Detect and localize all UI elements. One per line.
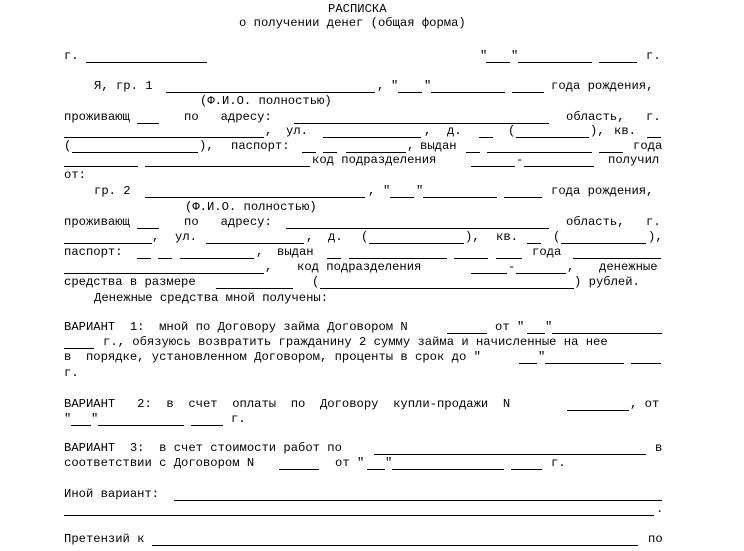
- birth-close-quote: ": [424, 79, 432, 93]
- open-paren: (: [508, 124, 516, 138]
- period: .: [656, 502, 664, 516]
- v1-due-year-field[interactable]: [631, 363, 661, 364]
- fio-hint-2: (Ф.И.О. полностью): [185, 200, 317, 214]
- apt2-field[interactable]: [527, 243, 541, 244]
- address2-label: по адресу:: [184, 215, 272, 229]
- comma: ,: [567, 260, 575, 274]
- region2-label: область,: [566, 215, 625, 229]
- street2-field[interactable]: [206, 243, 304, 244]
- v1-due-year-label: г.: [64, 366, 79, 380]
- apt-field[interactable]: [647, 137, 661, 138]
- passport2-series-field[interactable]: [137, 258, 151, 259]
- dept-code2-field-1[interactable]: [471, 273, 507, 274]
- v2-year-label: г.: [231, 412, 246, 426]
- house-label: д.: [447, 124, 462, 138]
- close-paren: ),: [648, 230, 663, 244]
- residing-label: проживающ: [64, 110, 130, 124]
- dept-code-field-1[interactable]: [471, 166, 515, 167]
- v3-contract-number-field[interactable]: [279, 469, 319, 470]
- residing2-label: проживающ: [64, 215, 130, 229]
- date-year-label: г.: [646, 49, 661, 63]
- v1-month-field[interactable]: [552, 333, 662, 334]
- year-short-label: года: [633, 139, 663, 153]
- comma: ,: [377, 79, 385, 93]
- birth-month-field[interactable]: [431, 92, 505, 93]
- v1-from: от ": [495, 320, 525, 334]
- variant1-text: ВАРИАНТ 1: мной по Договору займа Договором N: [64, 320, 408, 334]
- street2-label: ул.: [175, 230, 197, 244]
- date-year-field[interactable]: [599, 62, 637, 63]
- issued2-year-field[interactable]: [454, 258, 488, 259]
- issued2-by-field[interactable]: [573, 258, 661, 259]
- birth-year-label: года рождения,: [551, 79, 654, 93]
- other-variant-field[interactable]: [174, 500, 662, 501]
- close-paren: ),: [590, 124, 605, 138]
- fio-hint: (Ф.И.О. полностью): [200, 94, 332, 108]
- house-field[interactable]: [479, 137, 493, 138]
- apt-label: кв.: [614, 124, 636, 138]
- v1-contract-number-field[interactable]: [447, 333, 487, 334]
- birth2-year-field[interactable]: [504, 197, 542, 198]
- from-label: от:: [64, 168, 86, 182]
- dept-code-label: код подразделения: [312, 153, 437, 167]
- v1-day-field[interactable]: [527, 333, 545, 334]
- place-field[interactable]: [86, 62, 207, 63]
- birth2-year-label: года рождения,: [551, 184, 654, 198]
- birth2-close-quote: ": [416, 184, 424, 198]
- money-label: денежные: [599, 260, 658, 274]
- place-label: г.: [64, 49, 79, 63]
- v3-works-field[interactable]: [374, 454, 646, 455]
- person2-name-field[interactable]: [145, 197, 365, 198]
- date-open-quote: ": [480, 49, 488, 63]
- birth-year-field[interactable]: [512, 92, 544, 93]
- person1-name-field[interactable]: [166, 92, 375, 93]
- birth2-open-quote: ": [383, 184, 391, 198]
- passport-label: паспорт:: [231, 139, 290, 153]
- issued2-extra-field[interactable]: [496, 258, 522, 259]
- city-field[interactable]: [64, 137, 264, 138]
- v3-close-quote: ": [385, 456, 393, 470]
- apt-words-field[interactable]: [72, 152, 198, 153]
- v1-due-day-field[interactable]: [519, 363, 537, 364]
- close-paren: ),: [199, 139, 214, 153]
- v2-open-quote: ": [64, 412, 72, 426]
- birth-open-quote: ": [391, 79, 399, 93]
- received-label: получил: [608, 153, 660, 167]
- dash: -: [508, 260, 516, 274]
- v2-from: , от: [630, 397, 660, 411]
- other-variant-label: Иной вариант:: [64, 487, 160, 501]
- variant3-text-2: соответствии с Договором N: [64, 456, 255, 470]
- birth2-month-field[interactable]: [423, 197, 497, 198]
- city2-label: г.: [646, 215, 661, 229]
- other-variant-field-2[interactable]: [64, 515, 654, 516]
- rubles-label: ) рублей.: [574, 275, 640, 289]
- v2-day-field[interactable]: [71, 425, 91, 426]
- v2-year-field[interactable]: [191, 425, 223, 426]
- comma: ,: [407, 139, 415, 153]
- amount-label: средства в размере: [64, 275, 196, 289]
- variant1-text-3: в порядке, установленном Договором, проценты в срок до ": [64, 350, 481, 364]
- v3-year-field[interactable]: [511, 469, 542, 470]
- date-close-quote: ": [511, 49, 519, 63]
- date-month-field[interactable]: [518, 62, 592, 63]
- issued2-month-field[interactable]: [349, 258, 447, 259]
- amount-field[interactable]: [216, 288, 293, 289]
- year-short-label-2: года: [532, 245, 562, 259]
- issued-by-field-1[interactable]: [64, 166, 138, 167]
- residing-suffix-field[interactable]: [137, 123, 159, 124]
- comma: ,: [424, 124, 432, 138]
- v1-close-quote: ": [545, 320, 553, 334]
- issued-day-field[interactable]: [466, 152, 480, 153]
- address-label: по адресу:: [184, 110, 272, 124]
- street-label: ул.: [286, 124, 308, 138]
- dept-code2-field-2[interactable]: [516, 273, 566, 274]
- comma: ,: [306, 230, 314, 244]
- v2-month-field[interactable]: [98, 425, 184, 426]
- open-paren: (: [553, 230, 561, 244]
- residing2-suffix-field[interactable]: [137, 228, 159, 229]
- city-label: г.: [646, 110, 661, 124]
- v1-year-field[interactable]: [64, 348, 94, 349]
- dept-code2-label: код подразделения: [297, 260, 422, 274]
- passport2-label: паспорт:: [64, 245, 123, 259]
- comma: ,: [368, 184, 376, 198]
- person1-label: Я, гр. 1: [94, 79, 153, 93]
- document-subtitle: о получении денег (общая форма): [239, 16, 466, 30]
- address2-field[interactable]: [286, 228, 549, 229]
- v3-in: в: [655, 441, 663, 455]
- open-paren: (: [64, 139, 72, 153]
- birth-day-field[interactable]: [398, 92, 422, 93]
- passport2-number-field[interactable]: [180, 258, 254, 259]
- open-paren: (: [361, 230, 369, 244]
- comma: ,: [265, 260, 273, 274]
- close-paren: ),: [465, 230, 480, 244]
- apt2-label: кв.: [496, 230, 518, 244]
- issued-month-field[interactable]: [487, 152, 592, 153]
- passport2-series2-field[interactable]: [158, 258, 172, 259]
- dash: -: [516, 153, 524, 167]
- v3-from: от ": [335, 456, 365, 470]
- document-title: РАСПИСКА: [328, 2, 387, 16]
- issued2-day-field[interactable]: [327, 258, 341, 259]
- v3-day-field[interactable]: [367, 469, 385, 470]
- issued-by-field-2[interactable]: [145, 166, 310, 167]
- po-label: по: [648, 532, 663, 546]
- open-paren: (: [312, 275, 320, 289]
- issued2-label: выдан: [277, 245, 314, 259]
- comma: ,: [152, 230, 160, 244]
- variant1-text-2: г., обязуюсь возвратить гражданину 2 сумму займа и начисленные на нее: [103, 335, 608, 349]
- v1-due-close-quote: ": [538, 350, 546, 364]
- apt2-words-field[interactable]: [561, 243, 646, 244]
- v2-contract-number-field[interactable]: [567, 410, 629, 411]
- issued2-by-field-2[interactable]: [64, 273, 264, 274]
- amount-words-field[interactable]: [320, 288, 574, 289]
- house-words-field[interactable]: [516, 137, 589, 138]
- date-day-field[interactable]: [486, 62, 510, 63]
- city2-field[interactable]: [64, 243, 152, 244]
- v3-month-field[interactable]: [392, 469, 504, 470]
- variant2-text: ВАРИАНТ 2: в счет оплаты по Договору купли-продажи N: [64, 397, 511, 411]
- variant3-text: ВАРИАНТ 3: в счет стоимости работ по: [64, 441, 342, 455]
- street-field[interactable]: [323, 137, 421, 138]
- house2-label: д.: [328, 230, 343, 244]
- v1-due-month-field[interactable]: [545, 363, 624, 364]
- comma: ,: [265, 124, 273, 138]
- claims-label: Претензий к: [64, 532, 145, 546]
- comma: ,: [256, 245, 264, 259]
- v3-year-label: г.: [551, 456, 566, 470]
- region-label: область,: [566, 110, 625, 124]
- dept-code-field-2[interactable]: [524, 166, 594, 167]
- claims-field[interactable]: [152, 545, 638, 546]
- received-by-me: Денежные средства мной получены:: [94, 291, 329, 305]
- issued-label: выдан: [420, 139, 457, 153]
- person2-label: гр. 2: [94, 184, 131, 198]
- house2-words-field[interactable]: [369, 243, 464, 244]
- birth2-day-field[interactable]: [390, 197, 414, 198]
- v2-close-quote: ": [91, 412, 99, 426]
